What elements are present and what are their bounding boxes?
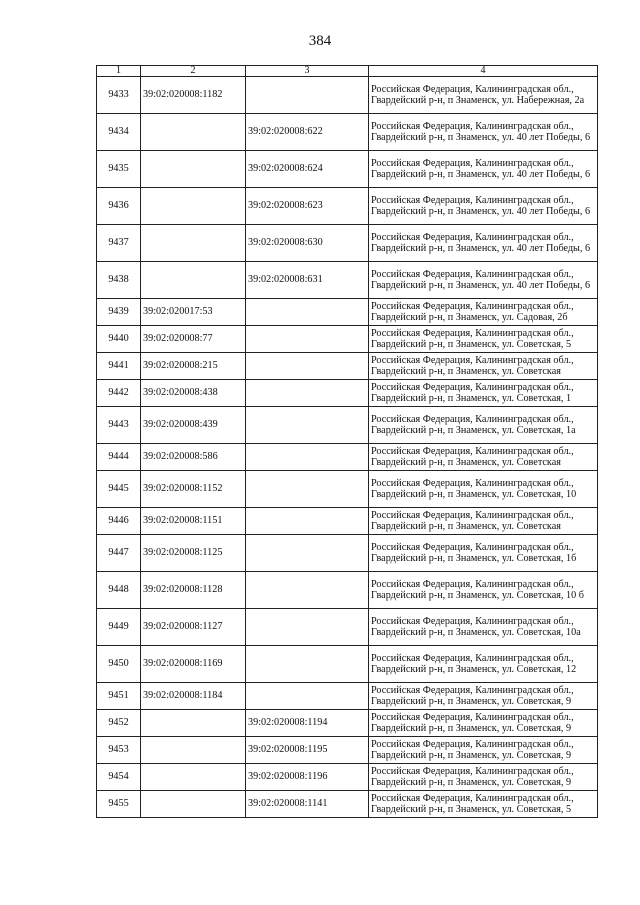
table-row [97,572,598,609]
table-row [97,114,598,151]
row-number-cell: 9437 [97,225,141,262]
cadastral-number-cell [141,114,246,151]
table-row [97,188,598,225]
row-number-cell: 9450 [97,646,141,683]
column-header-4: 4 [369,66,598,77]
related-cadastral-number-cell [246,444,369,471]
related-cadastral-number-cell: 39:02:020008:631 [246,262,369,299]
related-cadastral-number-cell [246,353,369,380]
address-cell: Российская Федерация, Калининградская обл., Гвардейский р-н, п Знаменск, ул. Советская [369,444,598,471]
cadastral-number-cell [141,262,246,299]
related-cadastral-number-cell [246,646,369,683]
cadastral-number-cell: 39:02:020008:1128 [141,572,246,609]
address-cell: Российская Федерация, Калининградская обл., Гвардейский р-н, п Знаменск, ул. Советская [369,508,598,535]
address-cell: Российская Федерация, Калининградская обл., Гвардейский р-н, п Знаменск, ул. 40 лет Победы, 6 [369,225,598,262]
table-row [97,791,598,818]
related-cadastral-number-cell [246,471,369,508]
related-cadastral-number-cell: 39:02:020008:622 [246,114,369,151]
related-cadastral-number-cell [246,508,369,535]
address-cell: Российская Федерация, Калининградская обл., Гвардейский р-н, п Знаменск, ул. Советская, 10 [369,471,598,508]
table-row [97,151,598,188]
row-number-cell: 9444 [97,444,141,471]
table-row [97,737,598,764]
related-cadastral-number-cell [246,535,369,572]
row-number-cell: 9434 [97,114,141,151]
cadastral-number-cell [141,737,246,764]
row-number-cell: 9445 [97,471,141,508]
related-cadastral-number-cell [246,609,369,646]
address-cell: Российская Федерация, Калининградская обл., Гвардейский р-н, п Знаменск, ул. 40 лет Победы, 6 [369,114,598,151]
row-number-cell: 9451 [97,683,141,710]
registry-table [96,65,598,818]
table-row [97,710,598,737]
row-number-cell: 9448 [97,572,141,609]
address-cell: Российская Федерация, Калининградская обл., Гвардейский р-н, п Знаменск, ул. 40 лет Победы, 6 [369,151,598,188]
related-cadastral-number-cell [246,326,369,353]
table-row [97,380,598,407]
address-cell: Российская Федерация, Калининградская обл., Гвардейский р-н, п Знаменск, ул. Советская, 9 [369,683,598,710]
related-cadastral-number-cell: 39:02:020008:1195 [246,737,369,764]
row-number-cell: 9447 [97,535,141,572]
cadastral-number-cell [141,791,246,818]
related-cadastral-number-cell [246,407,369,444]
related-cadastral-number-cell: 39:02:020008:624 [246,151,369,188]
table-row [97,508,598,535]
cadastral-number-cell: 39:02:020008:1184 [141,683,246,710]
header-row [97,66,598,77]
table-row [97,326,598,353]
cadastral-number-cell: 39:02:020017:53 [141,299,246,326]
cadastral-number-cell: 39:02:020008:1182 [141,77,246,114]
row-number-cell: 9436 [97,188,141,225]
related-cadastral-number-cell: 39:02:020008:1194 [246,710,369,737]
address-cell: Российская Федерация, Калининградская обл., Гвардейский р-н, п Знаменск, ул. Советская, 12 [369,646,598,683]
table-row [97,77,598,114]
table-row [97,683,598,710]
address-cell: Российская Федерация, Калининградская обл., Гвардейский р-н, п Знаменск, ул. Советская, 1б [369,535,598,572]
table-row [97,262,598,299]
row-number-cell: 9452 [97,710,141,737]
row-number-cell: 9446 [97,508,141,535]
cadastral-number-cell: 39:02:020008:439 [141,407,246,444]
row-number-cell: 9455 [97,791,141,818]
row-number-cell: 9439 [97,299,141,326]
related-cadastral-number-cell: 39:02:020008:623 [246,188,369,225]
cadastral-number-cell: 39:02:020008:1169 [141,646,246,683]
address-cell: Российская Федерация, Калининградская обл., Гвардейский р-н, п Знаменск, ул. Советская, 1 [369,380,598,407]
cadastral-number-cell: 39:02:020008:1125 [141,535,246,572]
address-cell: Российская Федерация, Калининградская обл., Гвардейский р-н, п Знаменск, ул. Советская [369,353,598,380]
row-number-cell: 9435 [97,151,141,188]
cadastral-number-cell: 39:02:020008:77 [141,326,246,353]
table-row [97,535,598,572]
address-cell: Российская Федерация, Калининградская обл., Гвардейский р-н, п Знаменск, ул. Советская, 5 [369,326,598,353]
address-cell: Российская Федерация, Калининградская обл., Гвардейский р-н, п Знаменск, ул. Советская, 9 [369,737,598,764]
table-row [97,764,598,791]
row-number-cell: 9441 [97,353,141,380]
table-row [97,225,598,262]
cadastral-number-cell: 39:02:020008:215 [141,353,246,380]
related-cadastral-number-cell [246,77,369,114]
address-cell: Российская Федерация, Калининградская обл., Гвардейский р-н, п Знаменск, ул. Советская, 9 [369,710,598,737]
table-row [97,646,598,683]
table-row [97,471,598,508]
address-cell: Российская Федерация, Калининградская обл., Гвардейский р-н, п Знаменск, ул. Советская, 9 [369,764,598,791]
row-number-cell: 9454 [97,764,141,791]
address-cell: Российская Федерация, Калининградская обл., Гвардейский р-н, п Знаменск, ул. Советская, 5 [369,791,598,818]
cadastral-number-cell [141,151,246,188]
cadastral-number-cell: 39:02:020008:1152 [141,471,246,508]
row-number-cell: 9438 [97,262,141,299]
row-number-cell: 9440 [97,326,141,353]
row-number-cell: 9442 [97,380,141,407]
row-number-cell: 9443 [97,407,141,444]
address-cell: Российская Федерация, Калининградская обл., Гвардейский р-н, п Знаменск, ул. Набережная, 2а [369,77,598,114]
table-row [97,299,598,326]
table-row [97,609,598,646]
cadastral-number-cell: 39:02:020008:1127 [141,609,246,646]
cadastral-number-cell [141,710,246,737]
page-number: 384 [308,33,332,49]
related-cadastral-number-cell [246,380,369,407]
column-header-2: 2 [141,66,246,77]
address-cell: Российская Федерация, Калининградская обл., Гвардейский р-н, п Знаменск, ул. Советская, 10 б [369,572,598,609]
cadastral-number-cell: 39:02:020008:1151 [141,508,246,535]
address-cell: Российская Федерация, Калининградская обл., Гвардейский р-н, п Знаменск, ул. Советская, 1а [369,407,598,444]
related-cadastral-number-cell [246,683,369,710]
row-number-cell: 9449 [97,609,141,646]
related-cadastral-number-cell: 39:02:020008:630 [246,225,369,262]
related-cadastral-number-cell [246,572,369,609]
row-number-cell: 9453 [97,737,141,764]
address-cell: Российская Федерация, Калининградская обл., Гвардейский р-н, п Знаменск, ул. Советская, 10а [369,609,598,646]
cadastral-number-cell: 39:02:020008:586 [141,444,246,471]
row-number-cell: 9433 [97,77,141,114]
table-row [97,407,598,444]
address-cell: Российская Федерация, Калининградская обл., Гвардейский р-н, п Знаменск, ул. Садовая, 2б [369,299,598,326]
related-cadastral-number-cell: 39:02:020008:1141 [246,791,369,818]
column-header-1: 1 [97,66,141,77]
related-cadastral-number-cell [246,299,369,326]
cadastral-number-cell [141,225,246,262]
related-cadastral-number-cell: 39:02:020008:1196 [246,764,369,791]
table-row [97,353,598,380]
cadastral-number-cell [141,764,246,791]
column-header-3: 3 [246,66,369,77]
address-cell: Российская Федерация, Калининградская обл., Гвардейский р-н, п Знаменск, ул. 40 лет Победы, 6 [369,262,598,299]
cadastral-number-cell [141,188,246,225]
table-row [97,444,598,471]
cadastral-number-cell: 39:02:020008:438 [141,380,246,407]
address-cell: Российская Федерация, Калининградская обл., Гвардейский р-н, п Знаменск, ул. 40 лет Победы, 6 [369,188,598,225]
